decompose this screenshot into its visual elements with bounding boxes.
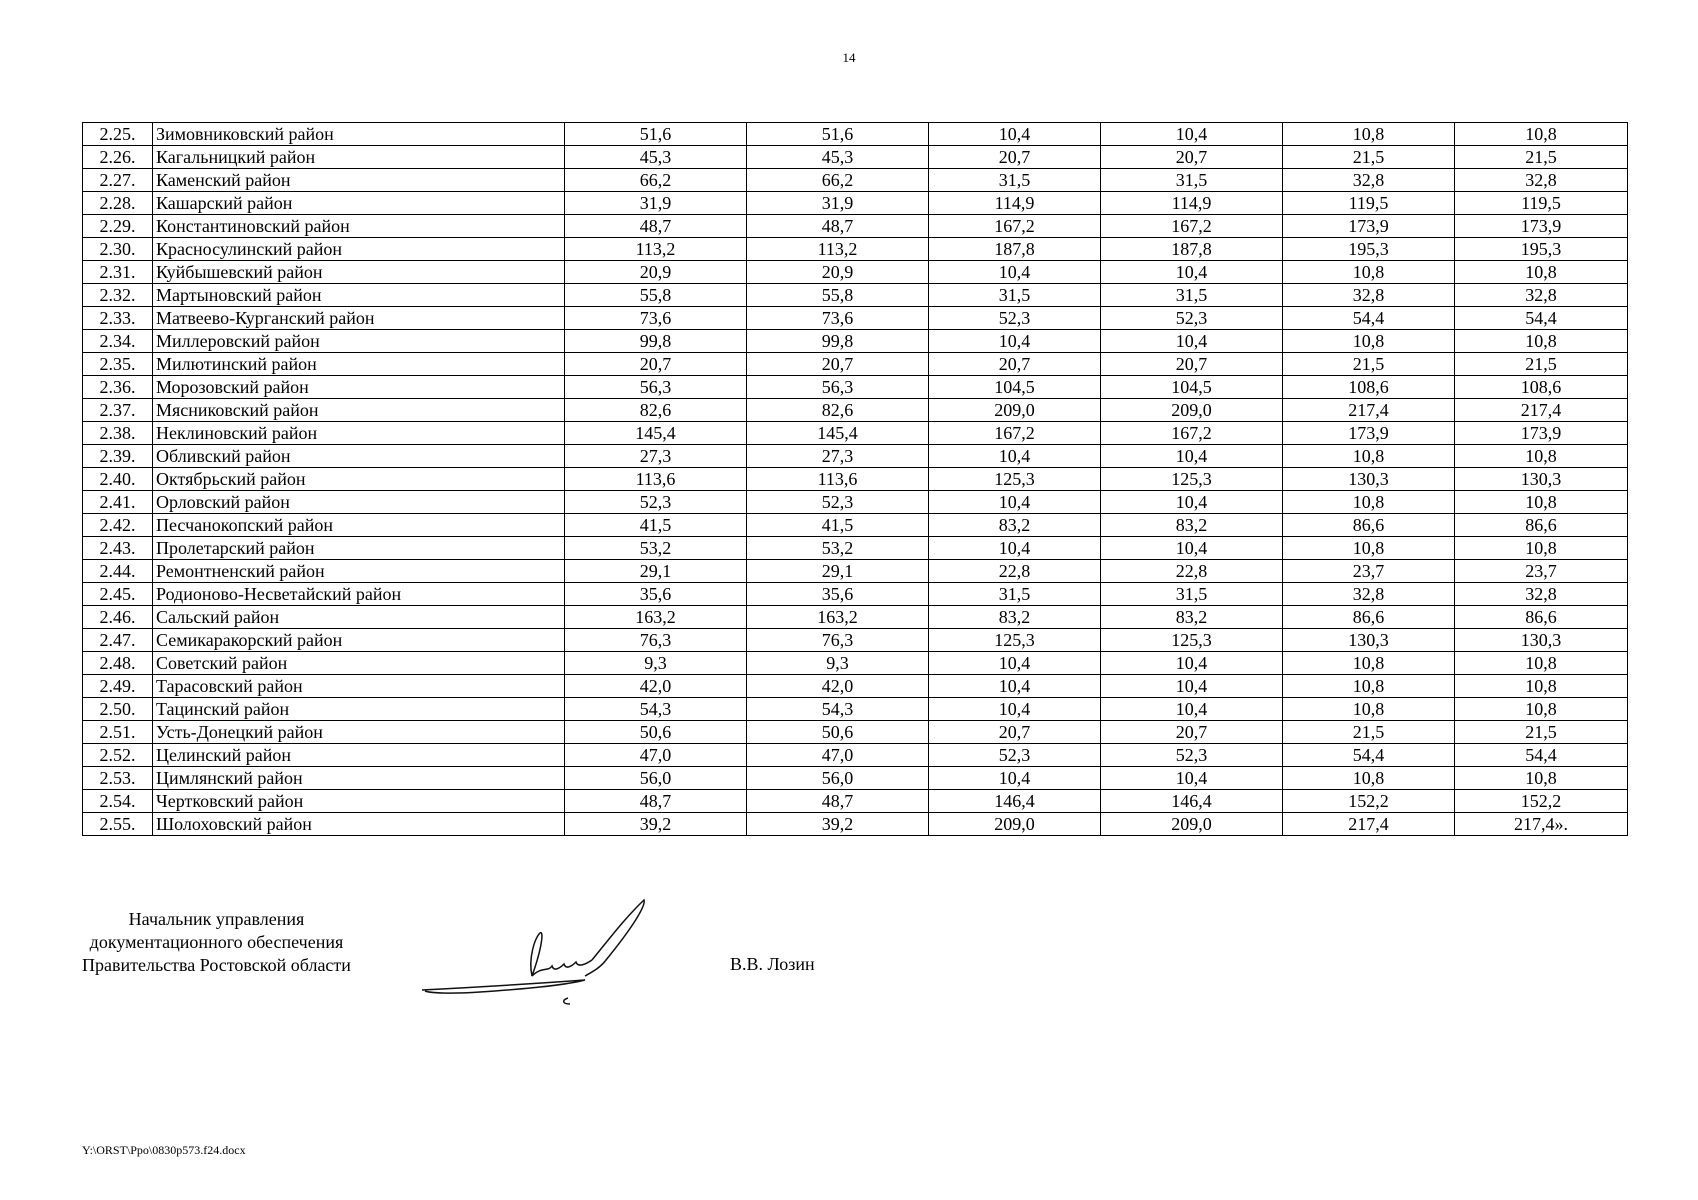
value-cell: 83,2 bbox=[929, 606, 1101, 629]
value-cell: 20,7 bbox=[1101, 353, 1283, 376]
row-number-cell: 2.54. bbox=[83, 790, 153, 813]
value-cell: 10,8 bbox=[1455, 445, 1628, 468]
value-cell: 113,6 bbox=[747, 468, 929, 491]
value-cell: 42,0 bbox=[747, 675, 929, 698]
value-cell: 21,5 bbox=[1455, 721, 1628, 744]
value-cell: 52,3 bbox=[1101, 744, 1283, 767]
value-cell: 113,6 bbox=[565, 468, 747, 491]
value-cell: 39,2 bbox=[747, 813, 929, 836]
district-name-cell: Чертковский район bbox=[153, 790, 565, 813]
row-number-cell: 2.33. bbox=[83, 307, 153, 330]
value-cell: 173,9 bbox=[1455, 422, 1628, 445]
table-row bbox=[83, 790, 1628, 813]
value-cell: 10,8 bbox=[1455, 698, 1628, 721]
value-cell: 10,4 bbox=[1101, 675, 1283, 698]
district-name-cell: Матвеево-Курганский район bbox=[153, 307, 565, 330]
value-cell: 108,6 bbox=[1455, 376, 1628, 399]
value-cell: 10,4 bbox=[1101, 537, 1283, 560]
value-cell: 21,5 bbox=[1455, 353, 1628, 376]
value-cell: 108,6 bbox=[1283, 376, 1455, 399]
value-cell: 10,4 bbox=[929, 330, 1101, 353]
value-cell: 21,5 bbox=[1283, 353, 1455, 376]
row-number-cell: 2.45. bbox=[83, 583, 153, 606]
value-cell: 10,8 bbox=[1283, 123, 1455, 146]
value-cell: 31,5 bbox=[929, 284, 1101, 307]
row-number-cell: 2.36. bbox=[83, 376, 153, 399]
district-name-cell: Мясниковский район bbox=[153, 399, 565, 422]
value-cell: 54,4 bbox=[1455, 307, 1628, 330]
value-cell: 35,6 bbox=[747, 583, 929, 606]
value-cell: 76,3 bbox=[565, 629, 747, 652]
table-body bbox=[83, 123, 1628, 836]
value-cell: 83,2 bbox=[1101, 606, 1283, 629]
value-cell: 29,1 bbox=[565, 560, 747, 583]
table-row bbox=[83, 146, 1628, 169]
district-name-cell: Цимлянский район bbox=[153, 767, 565, 790]
row-number-cell: 2.38. bbox=[83, 422, 153, 445]
value-cell: 56,0 bbox=[747, 767, 929, 790]
value-cell: 10,4 bbox=[929, 652, 1101, 675]
value-cell: 66,2 bbox=[747, 169, 929, 192]
value-cell: 31,5 bbox=[929, 583, 1101, 606]
value-cell: 21,5 bbox=[1455, 146, 1628, 169]
district-name-cell: Миллеровский район bbox=[153, 330, 565, 353]
table-row bbox=[83, 468, 1628, 491]
value-cell: 10,4 bbox=[929, 767, 1101, 790]
value-cell: 10,8 bbox=[1455, 767, 1628, 790]
value-cell: 47,0 bbox=[565, 744, 747, 767]
table-row bbox=[83, 560, 1628, 583]
district-name-cell: Советский район bbox=[153, 652, 565, 675]
value-cell: 173,9 bbox=[1455, 215, 1628, 238]
value-cell: 10,4 bbox=[929, 675, 1101, 698]
value-cell: 50,6 bbox=[747, 721, 929, 744]
table-row bbox=[83, 606, 1628, 629]
value-cell: 31,5 bbox=[929, 169, 1101, 192]
signature-title-line: Начальник управления bbox=[128, 909, 305, 929]
value-cell: 10,8 bbox=[1455, 330, 1628, 353]
value-cell: 52,3 bbox=[565, 491, 747, 514]
value-cell: 10,8 bbox=[1283, 652, 1455, 675]
table-row bbox=[83, 307, 1628, 330]
row-number-cell: 2.25. bbox=[83, 123, 153, 146]
district-name-cell: Шолоховский район bbox=[153, 813, 565, 836]
row-number-cell: 2.46. bbox=[83, 606, 153, 629]
row-number-cell: 2.53. bbox=[83, 767, 153, 790]
row-number-cell: 2.37. bbox=[83, 399, 153, 422]
value-cell: 20,7 bbox=[1101, 721, 1283, 744]
row-number-cell: 2.28. bbox=[83, 192, 153, 215]
value-cell: 55,8 bbox=[747, 284, 929, 307]
table-row bbox=[83, 698, 1628, 721]
value-cell: 32,8 bbox=[1455, 583, 1628, 606]
value-cell: 173,9 bbox=[1283, 422, 1455, 445]
value-cell: 209,0 bbox=[1101, 399, 1283, 422]
value-cell: 195,3 bbox=[1455, 238, 1628, 261]
value-cell: 209,0 bbox=[1101, 813, 1283, 836]
row-number-cell: 2.51. bbox=[83, 721, 153, 744]
table-row bbox=[83, 284, 1628, 307]
district-name-cell: Кашарский район bbox=[153, 192, 565, 215]
value-cell: 146,4 bbox=[1101, 790, 1283, 813]
row-number-cell: 2.31. bbox=[83, 261, 153, 284]
value-cell: 10,8 bbox=[1283, 767, 1455, 790]
value-cell: 113,2 bbox=[747, 238, 929, 261]
value-cell: 10,4 bbox=[1101, 330, 1283, 353]
value-cell: 10,8 bbox=[1283, 675, 1455, 698]
value-cell: 53,2 bbox=[565, 537, 747, 560]
value-cell: 119,5 bbox=[1283, 192, 1455, 215]
district-name-cell: Константиновский район bbox=[153, 215, 565, 238]
district-name-cell: Милютинский район bbox=[153, 353, 565, 376]
value-cell: 32,8 bbox=[1283, 169, 1455, 192]
value-cell: 167,2 bbox=[1101, 422, 1283, 445]
row-number-cell: 2.44. bbox=[83, 560, 153, 583]
district-name-cell: Морозовский район bbox=[153, 376, 565, 399]
row-number-cell: 2.42. bbox=[83, 514, 153, 537]
table-row bbox=[83, 675, 1628, 698]
data-table bbox=[82, 122, 1628, 836]
row-number-cell: 2.47. bbox=[83, 629, 153, 652]
table-row bbox=[83, 744, 1628, 767]
value-cell: 10,4 bbox=[929, 261, 1101, 284]
row-number-cell: 2.52. bbox=[83, 744, 153, 767]
handwritten-signature bbox=[420, 898, 660, 1018]
value-cell: 114,9 bbox=[929, 192, 1101, 215]
value-cell: 125,3 bbox=[1101, 468, 1283, 491]
value-cell: 51,6 bbox=[565, 123, 747, 146]
value-cell: 10,8 bbox=[1455, 652, 1628, 675]
row-number-cell: 2.26. bbox=[83, 146, 153, 169]
row-number-cell: 2.43. bbox=[83, 537, 153, 560]
value-cell: 31,5 bbox=[1101, 284, 1283, 307]
value-cell: 45,3 bbox=[747, 146, 929, 169]
page-number: 14 bbox=[842, 50, 856, 65]
row-number-cell: 2.50. bbox=[83, 698, 153, 721]
value-cell: 10,8 bbox=[1283, 491, 1455, 514]
value-cell: 32,8 bbox=[1283, 583, 1455, 606]
district-name-cell: Куйбышевский район bbox=[153, 261, 565, 284]
value-cell: 217,4 bbox=[1283, 399, 1455, 422]
value-cell: 48,7 bbox=[565, 215, 747, 238]
value-cell: 10,8 bbox=[1283, 330, 1455, 353]
row-number-cell: 2.48. bbox=[83, 652, 153, 675]
value-cell: 76,3 bbox=[747, 629, 929, 652]
value-cell: 146,4 bbox=[929, 790, 1101, 813]
value-cell: 10,8 bbox=[1455, 261, 1628, 284]
value-cell: 21,5 bbox=[1283, 146, 1455, 169]
value-cell: 82,6 bbox=[565, 399, 747, 422]
value-cell: 51,6 bbox=[747, 123, 929, 146]
table-row bbox=[83, 813, 1628, 836]
value-cell: 152,2 bbox=[1283, 790, 1455, 813]
value-cell: 10,4 bbox=[929, 491, 1101, 514]
value-cell: 73,6 bbox=[747, 307, 929, 330]
value-cell: 130,3 bbox=[1455, 629, 1628, 652]
value-cell: 54,4 bbox=[1455, 744, 1628, 767]
file-path: Y:\ORST\Ppo\0830p573.f24.docx bbox=[82, 1143, 246, 1157]
value-cell: 27,3 bbox=[565, 445, 747, 468]
district-name-cell: Каменский район bbox=[153, 169, 565, 192]
value-cell: 9,3 bbox=[565, 652, 747, 675]
table-row bbox=[83, 537, 1628, 560]
table-row bbox=[83, 123, 1628, 146]
value-cell: 82,6 bbox=[747, 399, 929, 422]
table-row bbox=[83, 261, 1628, 284]
value-cell: 29,1 bbox=[747, 560, 929, 583]
value-cell: 20,7 bbox=[929, 721, 1101, 744]
value-cell: 10,8 bbox=[1455, 491, 1628, 514]
value-cell: 41,5 bbox=[747, 514, 929, 537]
value-cell: 167,2 bbox=[929, 215, 1101, 238]
value-cell: 20,7 bbox=[929, 353, 1101, 376]
value-cell: 22,8 bbox=[1101, 560, 1283, 583]
district-name-cell: Песчанокопский район bbox=[153, 514, 565, 537]
value-cell: 10,4 bbox=[929, 698, 1101, 721]
value-cell: 21,5 bbox=[1283, 721, 1455, 744]
value-cell: 10,8 bbox=[1283, 698, 1455, 721]
value-cell: 10,4 bbox=[1101, 261, 1283, 284]
value-cell: 20,9 bbox=[747, 261, 929, 284]
value-cell: 83,2 bbox=[929, 514, 1101, 537]
district-name-cell: Зимовниковский район bbox=[153, 123, 565, 146]
district-name-cell: Тарасовский район bbox=[153, 675, 565, 698]
value-cell: 41,5 bbox=[565, 514, 747, 537]
row-number-cell: 2.35. bbox=[83, 353, 153, 376]
value-cell: 10,8 bbox=[1283, 537, 1455, 560]
row-number-cell: 2.40. bbox=[83, 468, 153, 491]
value-cell: 86,6 bbox=[1455, 606, 1628, 629]
table-row bbox=[83, 353, 1628, 376]
value-cell: 10,8 bbox=[1455, 123, 1628, 146]
value-cell: 167,2 bbox=[1101, 215, 1283, 238]
value-cell: 20,7 bbox=[747, 353, 929, 376]
table-row bbox=[83, 514, 1628, 537]
table-row bbox=[83, 445, 1628, 468]
district-name-cell: Мартыновский район bbox=[153, 284, 565, 307]
table-row bbox=[83, 652, 1628, 675]
value-cell: 52,3 bbox=[929, 307, 1101, 330]
district-name-cell: Родионово-Несветайский район bbox=[153, 583, 565, 606]
row-number-cell: 2.30. bbox=[83, 238, 153, 261]
table-row bbox=[83, 629, 1628, 652]
value-cell: 125,3 bbox=[929, 629, 1101, 652]
value-cell: 83,2 bbox=[1101, 514, 1283, 537]
row-number-cell: 2.41. bbox=[83, 491, 153, 514]
value-cell: 20,7 bbox=[929, 146, 1101, 169]
district-name-cell: Обливский район bbox=[153, 445, 565, 468]
value-cell: 66,2 bbox=[565, 169, 747, 192]
value-cell: 10,4 bbox=[929, 445, 1101, 468]
value-cell: 45,3 bbox=[565, 146, 747, 169]
value-cell: 113,2 bbox=[565, 238, 747, 261]
value-cell: 86,6 bbox=[1283, 606, 1455, 629]
signature-title bbox=[82, 908, 351, 977]
value-cell: 50,6 bbox=[565, 721, 747, 744]
row-number-cell: 2.32. bbox=[83, 284, 153, 307]
value-cell: 35,6 bbox=[565, 583, 747, 606]
value-cell: 10,4 bbox=[1101, 652, 1283, 675]
value-cell: 10,4 bbox=[1101, 491, 1283, 514]
value-cell: 31,9 bbox=[565, 192, 747, 215]
value-cell: 53,2 bbox=[747, 537, 929, 560]
value-cell: 130,3 bbox=[1283, 468, 1455, 491]
value-cell: 86,6 bbox=[1283, 514, 1455, 537]
value-cell: 195,3 bbox=[1283, 238, 1455, 261]
value-cell: 32,8 bbox=[1455, 284, 1628, 307]
value-cell: 56,3 bbox=[747, 376, 929, 399]
district-name-cell: Семикаракорский район bbox=[153, 629, 565, 652]
district-name-cell: Целинский район bbox=[153, 744, 565, 767]
signature-title-line: документационного обеспечения bbox=[89, 932, 344, 952]
value-cell: 48,7 bbox=[747, 790, 929, 813]
row-number-cell: 2.55. bbox=[83, 813, 153, 836]
district-name-cell: Ремонтненский район bbox=[153, 560, 565, 583]
value-cell: 10,4 bbox=[1101, 698, 1283, 721]
table-row bbox=[83, 767, 1628, 790]
value-cell: 10,4 bbox=[929, 123, 1101, 146]
value-cell: 48,7 bbox=[747, 215, 929, 238]
value-cell: 10,8 bbox=[1283, 261, 1455, 284]
value-cell: 22,8 bbox=[929, 560, 1101, 583]
value-cell: 52,3 bbox=[747, 491, 929, 514]
table-row bbox=[83, 422, 1628, 445]
value-cell: 125,3 bbox=[929, 468, 1101, 491]
table-row bbox=[83, 721, 1628, 744]
value-cell: 217,4 bbox=[1283, 813, 1455, 836]
value-cell: 54,3 bbox=[565, 698, 747, 721]
value-cell: 32,8 bbox=[1455, 169, 1628, 192]
value-cell: 10,8 bbox=[1283, 445, 1455, 468]
value-cell: 31,5 bbox=[1101, 583, 1283, 606]
district-name-cell: Сальский район bbox=[153, 606, 565, 629]
row-number-cell: 2.39. bbox=[83, 445, 153, 468]
value-cell: 187,8 bbox=[929, 238, 1101, 261]
value-cell: 56,0 bbox=[565, 767, 747, 790]
value-cell: 42,0 bbox=[565, 675, 747, 698]
value-cell: 48,7 bbox=[565, 790, 747, 813]
value-cell: 104,5 bbox=[1101, 376, 1283, 399]
value-cell: 10,8 bbox=[1455, 675, 1628, 698]
value-cell: 9,3 bbox=[747, 652, 929, 675]
value-cell: 104,5 bbox=[929, 376, 1101, 399]
value-cell: 10,4 bbox=[929, 537, 1101, 560]
value-cell: 54,3 bbox=[747, 698, 929, 721]
value-cell: 99,8 bbox=[565, 330, 747, 353]
table-row bbox=[83, 215, 1628, 238]
value-cell: 217,4». bbox=[1455, 813, 1628, 836]
value-cell: 125,3 bbox=[1101, 629, 1283, 652]
value-cell: 32,8 bbox=[1283, 284, 1455, 307]
value-cell: 152,2 bbox=[1455, 790, 1628, 813]
value-cell: 56,3 bbox=[565, 376, 747, 399]
value-cell: 20,9 bbox=[565, 261, 747, 284]
value-cell: 130,3 bbox=[1283, 629, 1455, 652]
value-cell: 145,4 bbox=[747, 422, 929, 445]
value-cell: 39,2 bbox=[565, 813, 747, 836]
value-cell: 31,9 bbox=[747, 192, 929, 215]
table-row bbox=[83, 192, 1628, 215]
value-cell: 163,2 bbox=[565, 606, 747, 629]
value-cell: 167,2 bbox=[929, 422, 1101, 445]
table-row bbox=[83, 169, 1628, 192]
table-row bbox=[83, 376, 1628, 399]
value-cell: 73,6 bbox=[565, 307, 747, 330]
value-cell: 54,4 bbox=[1283, 307, 1455, 330]
row-number-cell: 2.49. bbox=[83, 675, 153, 698]
value-cell: 187,8 bbox=[1101, 238, 1283, 261]
table-row bbox=[83, 399, 1628, 422]
value-cell: 23,7 bbox=[1283, 560, 1455, 583]
value-cell: 52,3 bbox=[1101, 307, 1283, 330]
value-cell: 119,5 bbox=[1455, 192, 1628, 215]
district-name-cell: Красносулинский район bbox=[153, 238, 565, 261]
value-cell: 145,4 bbox=[565, 422, 747, 445]
row-number-cell: 2.27. bbox=[83, 169, 153, 192]
signature-title-line: Правительства Ростовской области bbox=[82, 955, 351, 975]
district-name-cell: Усть-Донецкий район bbox=[153, 721, 565, 744]
value-cell: 31,5 bbox=[1101, 169, 1283, 192]
value-cell: 99,8 bbox=[747, 330, 929, 353]
value-cell: 10,4 bbox=[1101, 767, 1283, 790]
value-cell: 20,7 bbox=[1101, 146, 1283, 169]
value-cell: 54,4 bbox=[1283, 744, 1455, 767]
district-name-cell: Пролетарский район bbox=[153, 537, 565, 560]
table-row bbox=[83, 330, 1628, 353]
value-cell: 217,4 bbox=[1455, 399, 1628, 422]
value-cell: 47,0 bbox=[747, 744, 929, 767]
value-cell: 163,2 bbox=[747, 606, 929, 629]
value-cell: 55,8 bbox=[565, 284, 747, 307]
value-cell: 10,8 bbox=[1455, 537, 1628, 560]
district-name-cell: Неклиновский район bbox=[153, 422, 565, 445]
value-cell: 209,0 bbox=[929, 399, 1101, 422]
value-cell: 52,3 bbox=[929, 744, 1101, 767]
value-cell: 86,6 bbox=[1455, 514, 1628, 537]
value-cell: 114,9 bbox=[1101, 192, 1283, 215]
value-cell: 20,7 bbox=[565, 353, 747, 376]
row-number-cell: 2.34. bbox=[83, 330, 153, 353]
value-cell: 27,3 bbox=[747, 445, 929, 468]
table-row bbox=[83, 583, 1628, 606]
table-row bbox=[83, 238, 1628, 261]
signer-name: В.В. Лозин bbox=[730, 954, 815, 974]
value-cell: 130,3 bbox=[1455, 468, 1628, 491]
table-row bbox=[83, 491, 1628, 514]
district-name-cell: Кагальницкий район bbox=[153, 146, 565, 169]
district-name-cell: Октябрьский район bbox=[153, 468, 565, 491]
row-number-cell: 2.29. bbox=[83, 215, 153, 238]
value-cell: 209,0 bbox=[929, 813, 1101, 836]
district-name-cell: Тацинский район bbox=[153, 698, 565, 721]
value-cell: 10,4 bbox=[1101, 445, 1283, 468]
value-cell: 10,4 bbox=[1101, 123, 1283, 146]
value-cell: 23,7 bbox=[1455, 560, 1628, 583]
value-cell: 173,9 bbox=[1283, 215, 1455, 238]
district-name-cell: Орловский район bbox=[153, 491, 565, 514]
